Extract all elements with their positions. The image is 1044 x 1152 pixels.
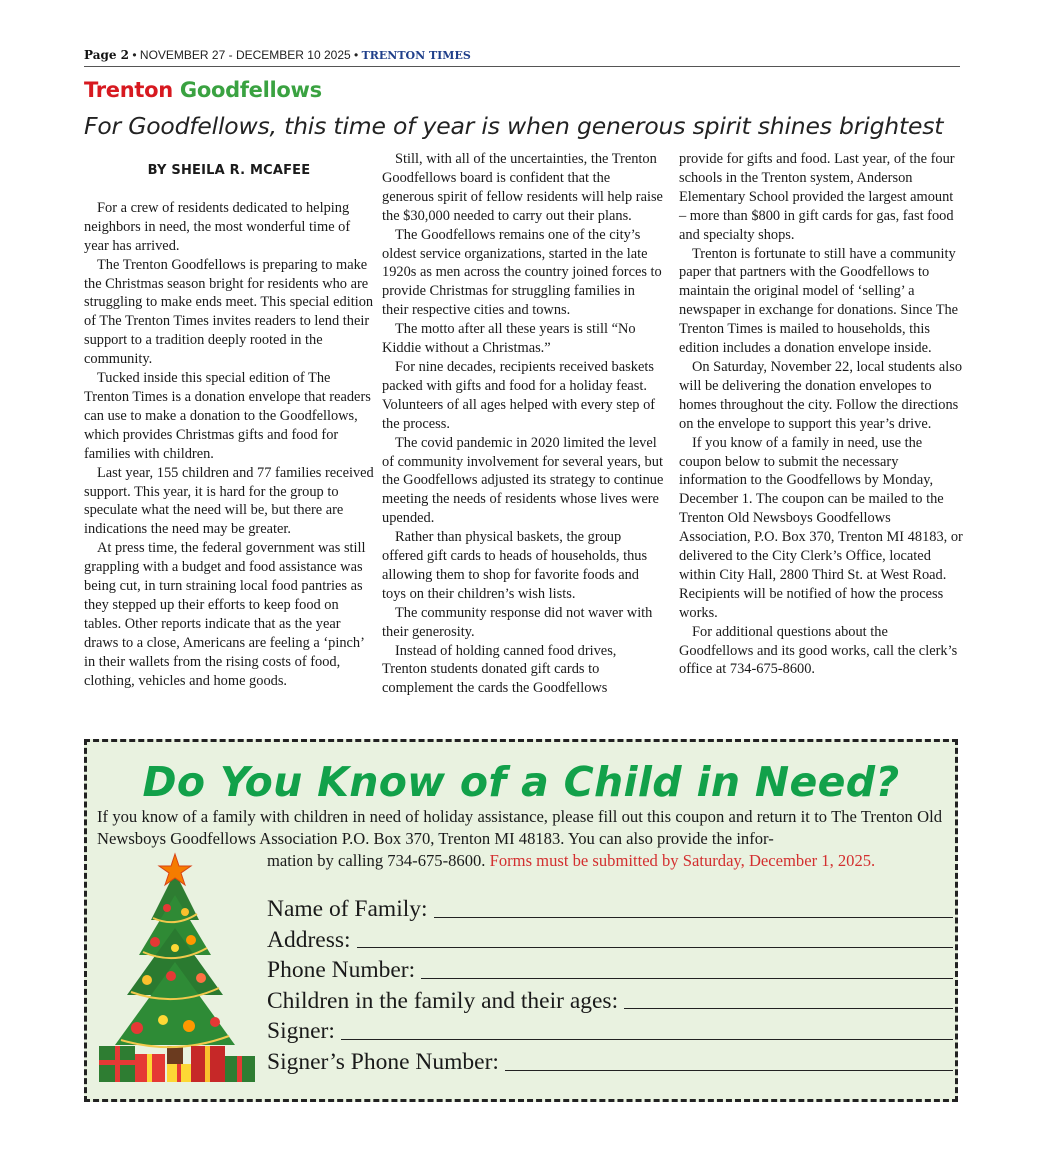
publication-name: TRENTON TIMES (361, 49, 471, 62)
article-paragraph: Last year, 155 children and 77 families received support. This year, it is hard for the group to speculate what the need will be, but there are indications the need may be greater. (84, 464, 374, 538)
phone-number-input-line[interactable] (421, 978, 953, 979)
children-ages-field[interactable] (267, 986, 953, 1017)
article-column-1 (84, 150, 374, 690)
section-heading-word-1: Trenton (84, 78, 173, 102)
field-label: Children in the family and their ages: (267, 987, 619, 1014)
section-heading-word-2: Goodfellows (179, 78, 322, 102)
field-label: Name of Family: (267, 896, 428, 922)
issue-dates: NOVEMBER 27 - DECEMBER 10 2025 (139, 48, 351, 62)
article-paragraph: The Trenton Goodfellows is preparing to make the Christmas season bright for residents who are struggling to make ends meet. This special edition of The Trenton Times invites readers to lend their support to a tradition deeply rooted in the community. (84, 256, 374, 368)
article-paragraph: Trenton is fortunate to still have a community paper that partners with the Goodfellows to maintain the original model of ‘selling’ a newspaper in exchange for donations. Since The Trenton Times is mailed to households, this edition includes a donation envelope inside. (679, 245, 959, 357)
address-field[interactable] (267, 925, 953, 956)
article-paragraph: For additional questions about the Goodfellows and its good works, call the clerk’s office at 734-675-8600. (679, 623, 958, 678)
coupon-box (84, 739, 958, 1102)
section-heading (84, 78, 322, 102)
page-folio: Page 2 • NOVEMBER 27 - DECEMBER 10 2025 • TRENTON TIMES (84, 48, 960, 67)
article-paragraph: For nine decades, recipients received baskets packed with gifts and food for a holiday feast. Volunteers of all ages helped with every step of the process. (382, 358, 656, 432)
article-paragraph: Rather than physical baskets, the group offered gift cards to heads of households, thus allowing them to shop for favorite foods and toys on their children’s wish lists. (382, 529, 648, 602)
article-paragraph: The covid pandemic in 2020 limited the level of community involvement for several years, but the Goodfellows adjusted its strategy to continue meeting the needs of residents whose lives were upended. (382, 434, 664, 527)
phone-number-field[interactable] (267, 955, 953, 986)
family-name-field[interactable] (267, 894, 953, 925)
article-paragraph: Instead of holding canned food drives, Trenton students donated gift cards to complement the cards the Goodfellows (382, 642, 617, 697)
signer-input-line[interactable] (341, 1039, 953, 1040)
article-paragraph: Tucked inside this special edition of The Trenton Times is a donation envelope that readers can use to make a donation to the Goodfellows, which provides Christmas gifts and food for families with children. (84, 370, 371, 462)
article-paragraph-continued: provide for gifts and food. Last year, of the four schools in the Trenton system, Anderson Elementary School provided the largest amount – more than $800 in gift cards for gas, fast food and specialty shops. (679, 151, 955, 243)
article-paragraph: If you know of a family in need, use the coupon below to submit the necessary information to the Goodfellows by Monday, December 1. The coupon can be mailed to the Trenton Old Newsboys Goodfellows Association, P.O. Box 370, Trenton MI 48183, or delivered to the City Clerk’s Office, located within City Hall, 2800 Third St. at West Road. Recipients will be notified of how the process works. (679, 434, 963, 621)
coupon-form (267, 894, 953, 1078)
field-label: Signer: (267, 1018, 335, 1045)
article-paragraph: At press time, the federal government was still grappling with a budget and food assistance was being cut, in turn straining local food pantries as they stepped up their efforts to keep food on tables. Other reports indicate that as the year draws to a close, Americans are feeling a ‘pinch’ in their wallets from the rising costs of food, clothing, vehicles and home goods. (84, 540, 366, 689)
byline: BY SHEILA R. MCAFEE (147, 163, 311, 178)
coupon-title: Do You Know of a Child in Need? (142, 758, 900, 806)
family-name-input-line[interactable] (434, 917, 953, 918)
christmas-tree-icon (91, 850, 259, 1090)
field-label: Phone Number: (267, 957, 416, 984)
article-column-3 (679, 150, 963, 679)
article-column-2 (382, 150, 664, 698)
article-paragraph: The motto after all these years is still “No Kiddie without a Christmas.” (382, 321, 636, 357)
field-label: Signer’s Phone Number: (267, 1048, 499, 1075)
field-label: Address: (267, 926, 351, 953)
article-paragraph: On Saturday, November 22, local students also will be delivering the donation envelopes to homes throughout the city. Follow the directions on the envelope to support this year’s drive. (679, 358, 963, 432)
article-paragraph: The Goodfellows remains one of the city’s oldest service organizations, started in the late 1920s as men across the country joined forces to provide Christmas for struggling families in their respective cities and towns. (382, 226, 662, 319)
article-paragraph: The community response did not waver with their generosity. (382, 604, 653, 640)
coupon-phone-text: mation by calling 734-675-8600. (267, 851, 486, 870)
page-number: Page 2 (84, 48, 130, 62)
coupon-instructions-text: If you know of a family with children in need of holiday assistance, please fill out this coupon and return it to The Trenton Old Newsboys Goodfellows Association P.O. Box 370, Trenton MI 48183. You can also provide the infor- (97, 807, 942, 848)
address-input-line[interactable] (357, 947, 953, 948)
article-headline: For Goodfellows, this time of year is when generous spirit shines brightest (84, 112, 944, 140)
coupon-deadline: Forms must be submitted by Saturday, December 1, 2025. (489, 851, 876, 870)
signer-field[interactable] (267, 1016, 953, 1047)
signer-phone-field[interactable] (267, 1047, 953, 1078)
article-paragraph: Still, with all of the uncertainties, the Trenton Goodfellows board is confident that the generous spirit of fellow residents will help raise the $30,000 needed to carry out their plans. (382, 151, 663, 224)
children-ages-input-line[interactable] (624, 1008, 953, 1009)
signer-phone-input-line[interactable] (505, 1070, 953, 1071)
article-paragraph: For a crew of residents dedicated to helping neighbors in need, the most wonderful time of year has arrived. (84, 199, 351, 254)
